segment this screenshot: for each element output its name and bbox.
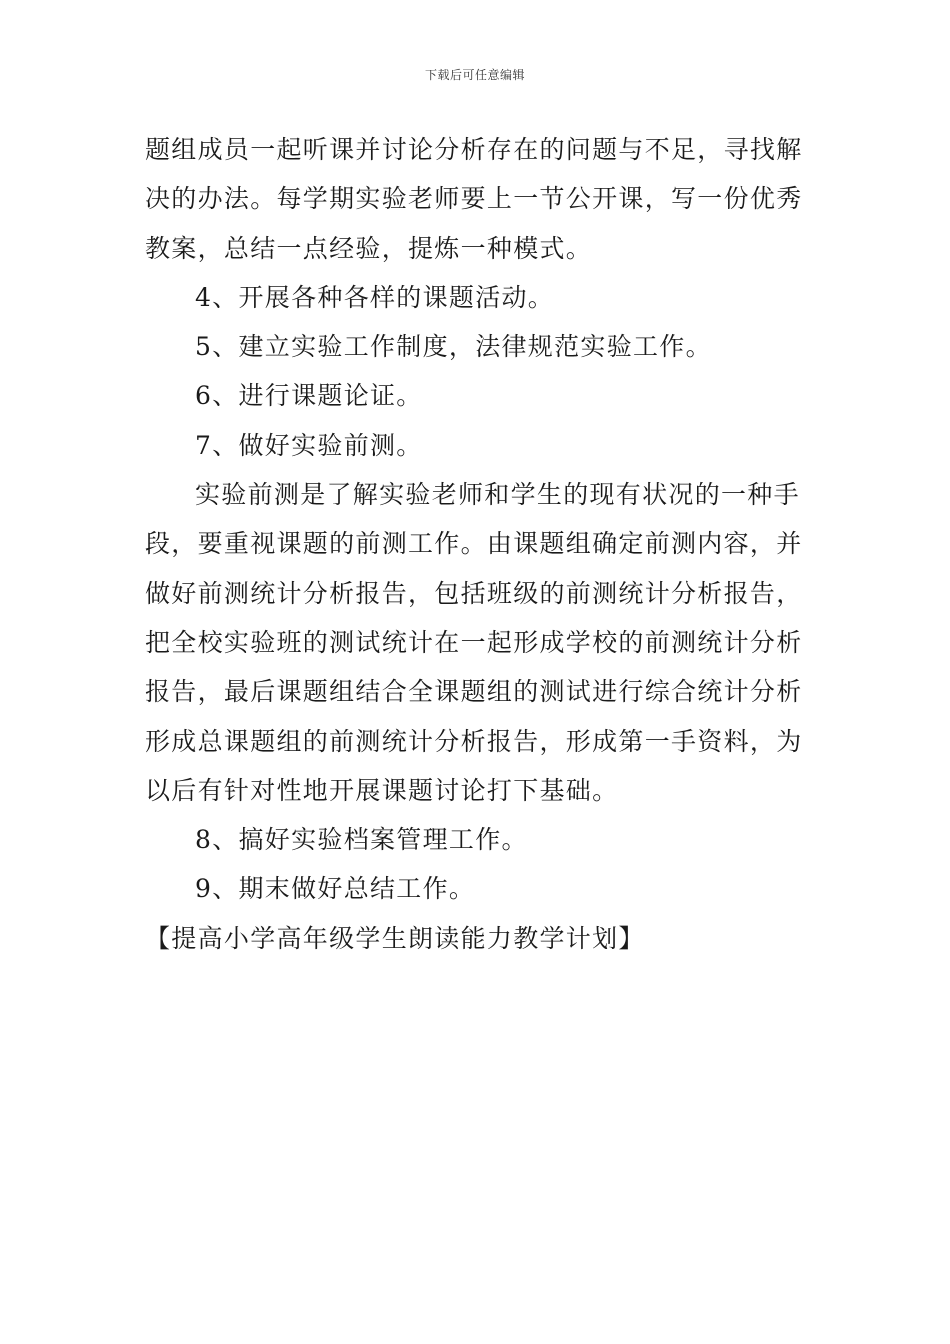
list-item-4: 4、开展各种各样的课题活动。 <box>195 282 555 312</box>
paragraph-line: 做好前测统计分析报告，包括班级的前测统计分析报告， <box>145 578 803 608</box>
list-item-7: 7、做好实验前测。 <box>195 430 423 460</box>
document-body <box>145 125 807 963</box>
list-item-8: 8、搞好实验档案管理工作。 <box>195 825 528 855</box>
page-header-note: 下载后可任意编辑 <box>424 68 525 82</box>
paragraph-line: 决的办法。每学期实验老师要上一节公开课，写一份优秀 <box>145 184 803 214</box>
list-item-6: 6、进行课题论证。 <box>195 381 423 411</box>
paragraph-line: 报告，最后课题组结合全课题组的测试进行综合统计分析 <box>145 677 803 707</box>
paragraph-line: 题组成员一起听课并讨论分析存在的问题与不足，寻找解 <box>145 135 803 164</box>
paragraph-line: 实验前测是了解实验老师和学生的现有状况的一种手 <box>195 480 800 510</box>
list-item-5: 5、建立实验工作制度，法律规范实验工作。 <box>195 332 712 362</box>
list-item-9: 9、期末做好总结工作。 <box>195 874 476 904</box>
paragraph-line: 形成总课题组的前测统计分析报告，形成第一手资料，为 <box>145 726 803 756</box>
paragraph-line: 把全校实验班的测试统计在一起形成学校的前测统计分析 <box>145 627 803 657</box>
document-title-bracketed: 【提高小学高年级学生朗读能力教学计划】 <box>145 923 645 953</box>
paragraph-line: 段，要重视课题的前测工作。由课题组确定前测内容，并 <box>145 529 803 559</box>
paragraph-line: 以后有针对性地开展课题讨论打下基础。 <box>145 775 619 805</box>
paragraph-line: 教案，总结一点经验，提炼一种模式。 <box>145 233 593 263</box>
